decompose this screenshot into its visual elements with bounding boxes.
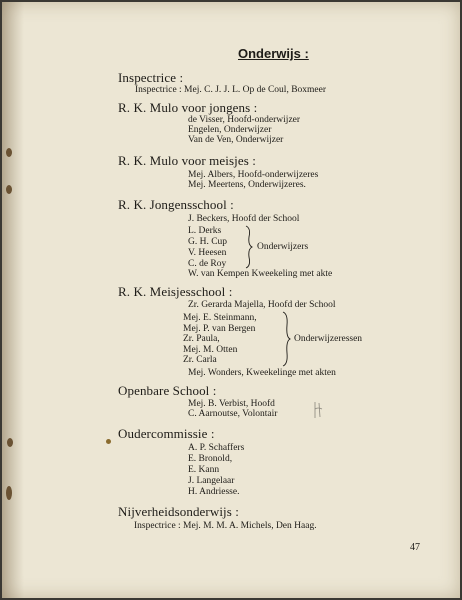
section-line: G. H. Cup bbox=[188, 237, 228, 247]
section-line: Zr. Paula, bbox=[183, 334, 220, 344]
section-heading-openbare-school: Openbare School : bbox=[118, 383, 217, 398]
page-spine-shadow bbox=[2, 2, 24, 598]
section-line: C. de Roy bbox=[188, 259, 227, 269]
section-line: Zr. Gerarda Majella, Hoofd der School bbox=[188, 300, 336, 310]
section-heading-mulo-meisjes: R. K. Mulo voor meisjes : bbox=[118, 153, 256, 168]
group-label-onderwijzers: Onderwijzers bbox=[257, 242, 309, 252]
section-line: J. Langelaar bbox=[188, 476, 235, 486]
section-line: W. van Kempen Kweekeling met akte bbox=[188, 269, 333, 279]
section-heading-mulo-jongens: R. K. Mulo voor jongens : bbox=[118, 100, 258, 115]
section-line: Van de Ven, Onderwijzer bbox=[188, 135, 284, 145]
group-label-onderwijzeressen: Onderwijzeressen bbox=[294, 334, 363, 344]
pencil-mark-icon bbox=[313, 400, 325, 420]
section-line: L. Derks bbox=[188, 226, 222, 236]
section-line: Mej. P. van Bergen bbox=[183, 324, 256, 334]
binding-hole bbox=[6, 185, 12, 194]
section-heading-nijverheidsonderwijs: Nijverheidsonderwijs : bbox=[118, 504, 239, 519]
section-line: E. Kann bbox=[188, 465, 220, 475]
section-line: Zr. Carla bbox=[183, 355, 217, 365]
section-line: H. Andriesse. bbox=[188, 487, 240, 497]
section-heading-meisjesschool: R. K. Meisjesschool : bbox=[118, 284, 233, 299]
section-line: Inspectrice : Mej. C. J. J. L. Op de Coul, Boxmeer bbox=[135, 85, 327, 95]
section-line: Mej. Meertens, Onderwijzeres. bbox=[188, 180, 306, 190]
section-line: Mej. B. Verbist, Hoofd bbox=[188, 399, 275, 409]
section-line: A. P. Schaffers bbox=[188, 443, 245, 453]
section-line: Engelen, Onderwijzer bbox=[188, 125, 272, 135]
section-heading-oudercommissie: Oudercommissie : bbox=[118, 426, 215, 441]
section-line: de Visser, Hoofd-onderwijzer bbox=[188, 115, 301, 125]
section-line: Inspectrice : Mej. M. M. A. Michels, Den Haag. bbox=[134, 521, 317, 531]
section-line: Mej. M. Otten bbox=[183, 345, 238, 355]
page-title: Onderwijs : bbox=[238, 46, 309, 61]
paper-stain bbox=[106, 439, 111, 444]
brace-icon bbox=[280, 311, 292, 367]
section-line: Mej. E. Steinmann, bbox=[183, 313, 257, 323]
brace-icon bbox=[243, 225, 255, 269]
section-line: V. Heesen bbox=[188, 248, 227, 258]
section-heading-jongensschool: R. K. Jongensschool : bbox=[118, 197, 234, 212]
binding-hole bbox=[7, 438, 13, 447]
section-line: Mej. Albers, Hoofd-onderwijzeres bbox=[188, 170, 319, 180]
section-heading-inspectrice: Inspectrice : bbox=[118, 70, 184, 85]
section-line: Mej. Wonders, Kweekelinge met akten bbox=[188, 368, 336, 378]
document-page bbox=[2, 2, 460, 598]
binding-hole bbox=[6, 148, 12, 157]
section-line: E. Bronold, bbox=[188, 454, 233, 464]
section-line: C. Aarnoutse, Volontair bbox=[188, 409, 278, 419]
binding-hole bbox=[6, 486, 12, 500]
page-number: 47 bbox=[410, 542, 420, 553]
section-line: J. Beckers, Hoofd der School bbox=[188, 214, 300, 224]
